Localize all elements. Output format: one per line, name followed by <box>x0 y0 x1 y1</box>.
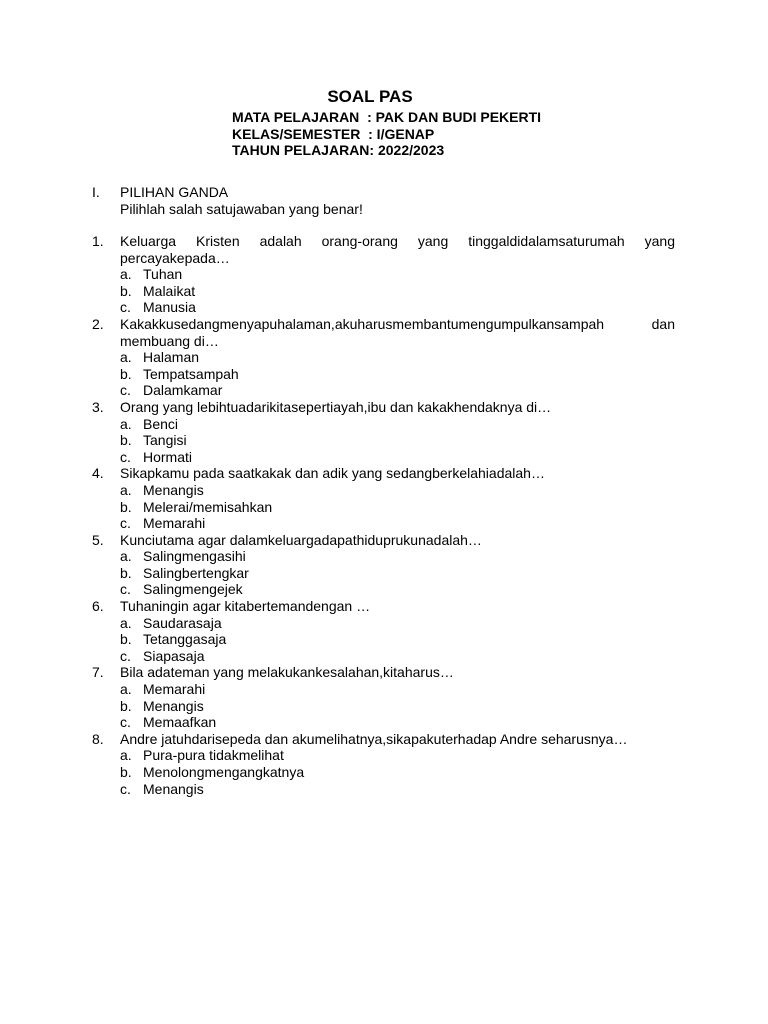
question-number: 8. <box>92 730 104 747</box>
option-letter: c. <box>120 448 131 465</box>
answer-option <box>120 482 675 499</box>
option-letter: a. <box>120 747 132 764</box>
question-text: Keluarga Kristen adalah orang-orang yang tinggaldidalamsaturumah yang percayakepada… <box>120 233 675 266</box>
section-instruction: Pilihlah salah satujawaban yang benar! <box>120 200 363 217</box>
option-text: Tuhan <box>143 266 183 283</box>
answer-option <box>120 648 675 665</box>
question-text: Tuhaningin agar kitabertemandengan … <box>120 598 371 615</box>
option-letter: a. <box>120 548 132 565</box>
option-letter: b. <box>120 498 132 515</box>
answer-option <box>120 382 675 399</box>
meta-year: TAHUN PELAJARAN: 2022/2023 <box>232 142 445 158</box>
section-number: I. <box>92 184 100 200</box>
section-header <box>92 184 675 217</box>
answer-option <box>120 366 675 383</box>
answer-option <box>120 714 675 731</box>
option-letter: c. <box>120 382 131 399</box>
answer-option <box>120 581 675 598</box>
answer-option <box>120 698 675 715</box>
answer-option <box>120 449 675 466</box>
option-text: Menangis <box>143 481 204 498</box>
option-letter: a. <box>120 681 132 698</box>
question-item <box>92 664 675 730</box>
question-item <box>92 532 675 598</box>
option-letter: b. <box>120 631 132 648</box>
answer-option <box>120 266 675 283</box>
question-number: 5. <box>92 531 104 548</box>
question-number: 7. <box>92 664 104 681</box>
question-item <box>92 233 675 316</box>
answer-option <box>120 764 675 781</box>
question-number: 4. <box>92 465 104 482</box>
answer-option <box>120 299 675 316</box>
option-text: Salingmengejek <box>143 581 243 598</box>
question-number: 1. <box>92 233 104 249</box>
option-letter: c. <box>120 581 131 598</box>
option-letter: b. <box>120 764 132 780</box>
option-text: Salingmengasihi <box>143 548 246 565</box>
option-letter: a. <box>120 614 132 631</box>
option-text: Salingbertengkar <box>143 564 249 581</box>
question-text: Andre jatuhdarisepeda dan akumelihatnya,sikapakuterhadap Andre seharusnya… <box>120 730 628 747</box>
question-number: 2. <box>92 315 104 332</box>
answer-option <box>120 432 675 449</box>
option-text: Dalamkamar <box>143 382 223 399</box>
answer-option <box>120 631 675 648</box>
answer-option <box>120 747 675 764</box>
option-text: Memarahi <box>143 681 206 698</box>
question-text: Kakakkusedangmenyapuhalaman,akuharusmembantumengumpulkansampah dan membuang di… <box>120 315 675 349</box>
question-text: Bila adateman yang melakukankesalahan,kitaharus… <box>120 664 454 681</box>
option-letter: b. <box>120 432 132 449</box>
option-text: Saudarasaja <box>143 614 222 631</box>
answer-option <box>120 515 675 532</box>
option-letter: a. <box>120 266 132 283</box>
option-letter: a. <box>120 481 132 498</box>
question-number: 6. <box>92 598 104 615</box>
option-letter: c. <box>120 515 131 532</box>
answer-option <box>120 548 675 565</box>
option-text: Malaikat <box>143 282 196 299</box>
option-text: Melerai/memisahkan <box>143 498 273 515</box>
option-text: Manusia <box>143 299 196 316</box>
answer-option <box>120 283 675 300</box>
answer-option <box>120 499 675 516</box>
option-letter: b. <box>120 365 132 382</box>
question-item <box>92 399 675 465</box>
question-text: Sikapkamu pada saatkakak dan adik yang sedangberkelahiadalah… <box>120 465 545 482</box>
option-letter: c. <box>120 780 131 797</box>
answer-option <box>120 781 675 798</box>
option-text: Menangis <box>143 697 204 714</box>
question-item <box>92 316 675 399</box>
meta-class: KELAS/SEMESTER : I/GENAP <box>232 125 435 142</box>
option-text: Halaman <box>143 349 200 366</box>
option-text: Tangisi <box>143 432 187 449</box>
option-letter: b. <box>120 564 132 581</box>
meta-subject: MATA PELAJARAN : PAK DAN BUDI PEKERTI <box>232 109 542 125</box>
option-text: Tempatsampah <box>143 365 239 382</box>
answer-option <box>120 565 675 582</box>
option-letter: c. <box>120 299 131 316</box>
option-letter: a. <box>120 415 132 432</box>
question-item <box>92 465 675 531</box>
option-text: Menolongmengangkatnya <box>143 764 305 780</box>
section-title: PILIHAN GANDA <box>120 184 229 200</box>
option-text: Tetanggasaja <box>143 631 227 648</box>
answer-option <box>120 416 675 433</box>
option-letter: c. <box>120 647 131 664</box>
option-letter: a. <box>120 349 132 366</box>
question-list <box>92 233 675 797</box>
question-number: 3. <box>92 398 104 415</box>
answer-option <box>120 681 675 698</box>
question-text: Kunciutama agar dalamkeluargadapathiduprukunadalah… <box>120 531 482 548</box>
question-text: Orang yang lebihtuadarikitasepertiayah,ibu dan kakakhendaknya di… <box>120 398 552 415</box>
option-text: Pura-pura tidakmelihat <box>143 747 284 764</box>
exam-meta <box>232 109 541 159</box>
answer-option <box>120 349 675 366</box>
question-item <box>92 598 675 664</box>
option-letter: b. <box>120 282 132 299</box>
question-item <box>92 731 675 797</box>
answer-option <box>120 615 675 632</box>
option-letter: b. <box>120 697 132 714</box>
option-text: Menangis <box>143 780 204 797</box>
option-text: Memarahi <box>143 515 206 532</box>
document-title: SOAL PAS <box>327 87 413 106</box>
option-text: Hormati <box>143 448 193 465</box>
option-text: Memaafkan <box>143 714 217 731</box>
option-text: Siapasaja <box>143 647 205 664</box>
option-text: Benci <box>143 415 179 432</box>
option-letter: c. <box>120 714 131 731</box>
